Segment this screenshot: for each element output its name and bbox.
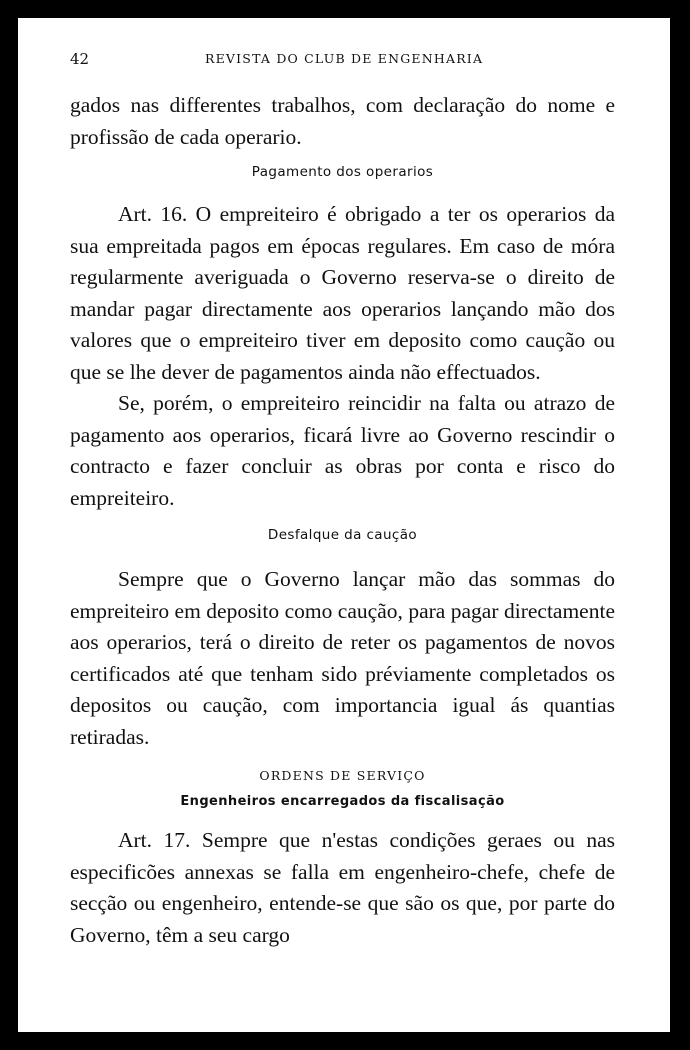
- section-heading-ordens: ORDENS DE SERVIÇO: [259, 768, 426, 783]
- subsection-heading-engenheiros: Engenheiros encarregados da fiscalisação: [180, 794, 505, 809]
- page-number: 42: [70, 50, 90, 68]
- paragraph-reincidir: Se, porém, o empreiteiro reincidir na falta ou atrazo de pagamento aos operarios, ficará livre ao Governo rescindir o contracto e fazer concluir as obras por conta e risco do empreiteiro.: [70, 391, 615, 510]
- page-body: [70, 90, 615, 951]
- running-title: REVISTA DO CLUB DE ENGENHARIA: [205, 51, 484, 66]
- section-heading-desfalque: Desfalque da caução: [267, 527, 418, 543]
- paragraph-caucao: Sempre que o Governo lançar mão das sommas do empreiteiro em deposito como caução, para pagar directamente aos operarios, terá o direito de reter os pagamentos de novos certificados até que tenham sido préviamente completados os depositos ou caução, com importancia igual ás quantias retiradas.: [70, 567, 615, 749]
- paragraph-continuation: gados nas differentes trabalhos, com declaração do nome e profissão de cada operario.: [70, 93, 615, 149]
- book-page: [18, 18, 670, 1032]
- paragraph-art-16: Art. 16. O empreiteiro é obrigado a ter os operarios da sua empreitada pagos em épocas regulares. Em caso de móra regularmente averiguada o Governo reserva-se o direito de mandar pagar directamente aos operarios lançando mão dos valores que o empreiteiro tiver em deposito como caução ou que se lhe dever de pagamentos ainda não effectuados.: [70, 202, 615, 384]
- paragraph-art-17: Art. 17. Sempre que n'estas condições geraes ou nas especificões annexas se falla em engenheiro-chefe, chefe de secção ou engenheiro, entende-se que são os que, por parte do Governo, têm a seu cargo: [70, 828, 615, 947]
- section-heading-pagamento: Pagamento dos operarios: [251, 164, 434, 180]
